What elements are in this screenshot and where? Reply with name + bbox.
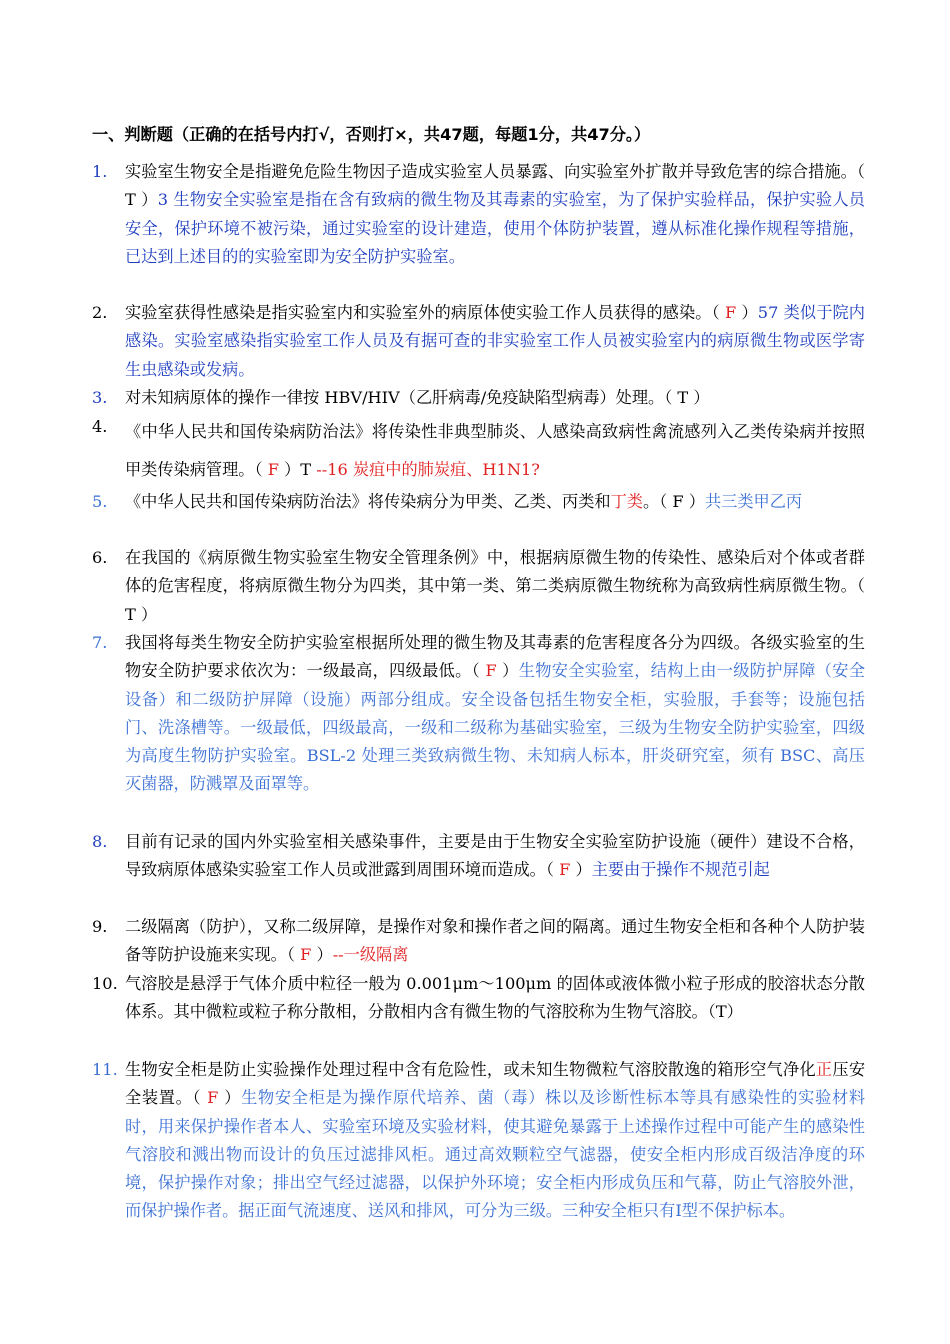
question-text	[125, 828, 865, 885]
question-number: 9.	[92, 917, 108, 936]
text-run: F	[485, 661, 497, 681]
question-number: 8.	[92, 832, 108, 851]
text-run: 生物安全柜是为操作原代培养、菌（毒）株以及诊断性标本等具有感染性的实验材料时，用来保护操作者本人、实验室环境及实验材料，使其避免暴露于上述操作过程中可能产生的感染性气溶胶和溅出物而设计的负压过滤排风柜。通过高效颗粒空气滤器，使安全柜内形成百级洁净度的环境，保护操作对象；排出空气经过滤器，以保护外环境；安全柜内形成负压和气幕，防止气溶胶外泄，而保护操作者。据正面气流速度、送风和排风，可分为三级。三种安全柜只有Ⅰ型不保护标本。	[125, 1088, 866, 1221]
text-run: 生物安全柜是防止实验操作处理过程中含有危险性，或未知生物微粒气溶胶散逸的箱形空气净化	[125, 1060, 816, 1079]
question-text	[125, 299, 865, 384]
question-number: 4.	[92, 417, 108, 436]
question-text	[125, 544, 865, 629]
text-run: ）	[311, 945, 333, 965]
question-text	[125, 384, 865, 412]
text-run: 丁类	[610, 492, 643, 511]
question-text	[125, 488, 865, 516]
text-run: 对未知病原体的操作一律按 HBV/HIV（乙肝病毒/免疫缺陷型病毒）处理。（ T ）	[125, 388, 710, 407]
text-run: ）	[496, 661, 519, 681]
question-text	[125, 413, 865, 489]
text-run: ）	[570, 860, 592, 880]
text-run: 生物安全实验室，结构上由一级防护屏障（安全设备）和二级防护屏障（设施）两部分组成。安全设备包括生物安全柜，实验服，手套等；设施包括门、洗涤槽等。一级最低，四级最高，一级和二级称为基础实验室，三级为生物安全防护实验室，四级为高度生物防护实验室。BSL-2 处理三类致病微生物、未知病人标本，肝炎研究室，须有 BSC、高压灭菌器，防溅罩及面罩等。	[125, 661, 866, 794]
text-run: 压安全装置。（	[125, 1060, 866, 1108]
question-number: 7.	[92, 633, 108, 652]
question-text	[125, 629, 865, 799]
text-run: --一级隔离	[332, 945, 409, 965]
text-run: F	[300, 945, 312, 965]
text-run: 实验室获得性感染是指实验室内和实验室外的病原体使实验工作人员获得的感染。（	[125, 303, 725, 322]
text-run: ）	[736, 303, 758, 322]
text-run: F	[559, 860, 571, 880]
text-run: 实验室生物安全是指避免危险生物因子造成实验室人员暴露、向实验室外扩散并导致危害的综合措施。（ T ）	[125, 162, 865, 210]
text-run: 在我国的《病原微生物实验室生物安全管理条例》中，根据病原微生物的传染性、感染后对个体或者群体的危害程度，将病原微生物分为四类，其中第一类、第二类病原微生物统称为高致病性病原微生物。（ T ）	[125, 548, 865, 624]
text-run: ）T	[278, 460, 317, 479]
text-run: F	[207, 1088, 219, 1108]
question-number: 5.	[92, 492, 108, 511]
text-run: 3 生物安全实验室是指在含有致病的微生物及其毒素的实验室，为了保护实验样品，保护实验人员安全，保护环境不被污染，通过实验室的设计建造，使用个体防护装置，遵从标准化操作规程等措施，已达到上述目的的实验室即为安全防护实验室。	[125, 190, 865, 266]
text-run: 。（ F ）	[643, 492, 705, 511]
question-number: 10.	[92, 974, 118, 993]
text-run: 主要由于操作不规范引起	[591, 860, 770, 880]
text-run: 我国将每类生物安全防护实验室根据所处理的微生物及其毒素的危害程度各分为四级。各级实验室的生物安全防护要求依次为：一级最高，四级最低。（	[125, 633, 865, 681]
question-number: 2.	[92, 303, 108, 322]
text-run: 共三类甲乙丙	[705, 492, 803, 511]
question-number: 6.	[92, 548, 108, 567]
question-text	[125, 158, 865, 271]
section-heading: 一、判断题（正确的在括号内打√，否则打×，共47题，每题1分，共47分。）	[92, 125, 651, 144]
text-run: 《中华人民共和国传染病防治法》将传染病分为甲类、乙类、丙类和	[125, 492, 611, 511]
text-run: --16 炭疽中的肺炭疽、H1N1?	[316, 460, 540, 479]
text-run: F	[725, 303, 737, 322]
question-number: 1.	[92, 162, 108, 181]
question-text	[125, 970, 865, 1027]
text-run: 目前有记录的国内外实验室相关感染事件，主要是由于生物安全实验室防护设施（硬件）建设不合格，导致病原体感染实验室工作人员或泄露到周围环境而造成。（	[125, 832, 865, 880]
text-run: F	[267, 460, 279, 479]
text-run: 57 类似于院内感染。实验室感染指实验室工作人员及有据可查的非实验室工作人员被实验室内的病原微生物或医学寄生虫感染或发病。	[125, 303, 865, 379]
question-number: 3.	[92, 388, 108, 407]
question-text	[125, 913, 865, 970]
question-number: 11.	[92, 1060, 118, 1079]
question-text	[125, 1056, 865, 1226]
text-run: 《中华人民共和国传染病防治法》将传染性非典型肺炎、人感染高致病性禽流感列入乙类传染病并按照甲类传染病管理。（	[125, 422, 865, 479]
text-run: 二级隔离（防护），又称二级屏障，是操作对象和操作者之间的隔离。通过生物安全柜和各种个人防护装备等防护设施来实现。（	[125, 917, 865, 965]
text-run: 正	[815, 1060, 833, 1079]
text-run: ）	[218, 1088, 242, 1108]
text-run: 气溶胶是悬浮于气体介质中粒径一般为 0.001μm～100μm 的固体或液体微小粒子形成的胶溶状态分散体系。其中微粒或粒子称分散相，分散相内含有微生物的气溶胶称为生物气溶胶。（T）	[125, 974, 865, 1022]
